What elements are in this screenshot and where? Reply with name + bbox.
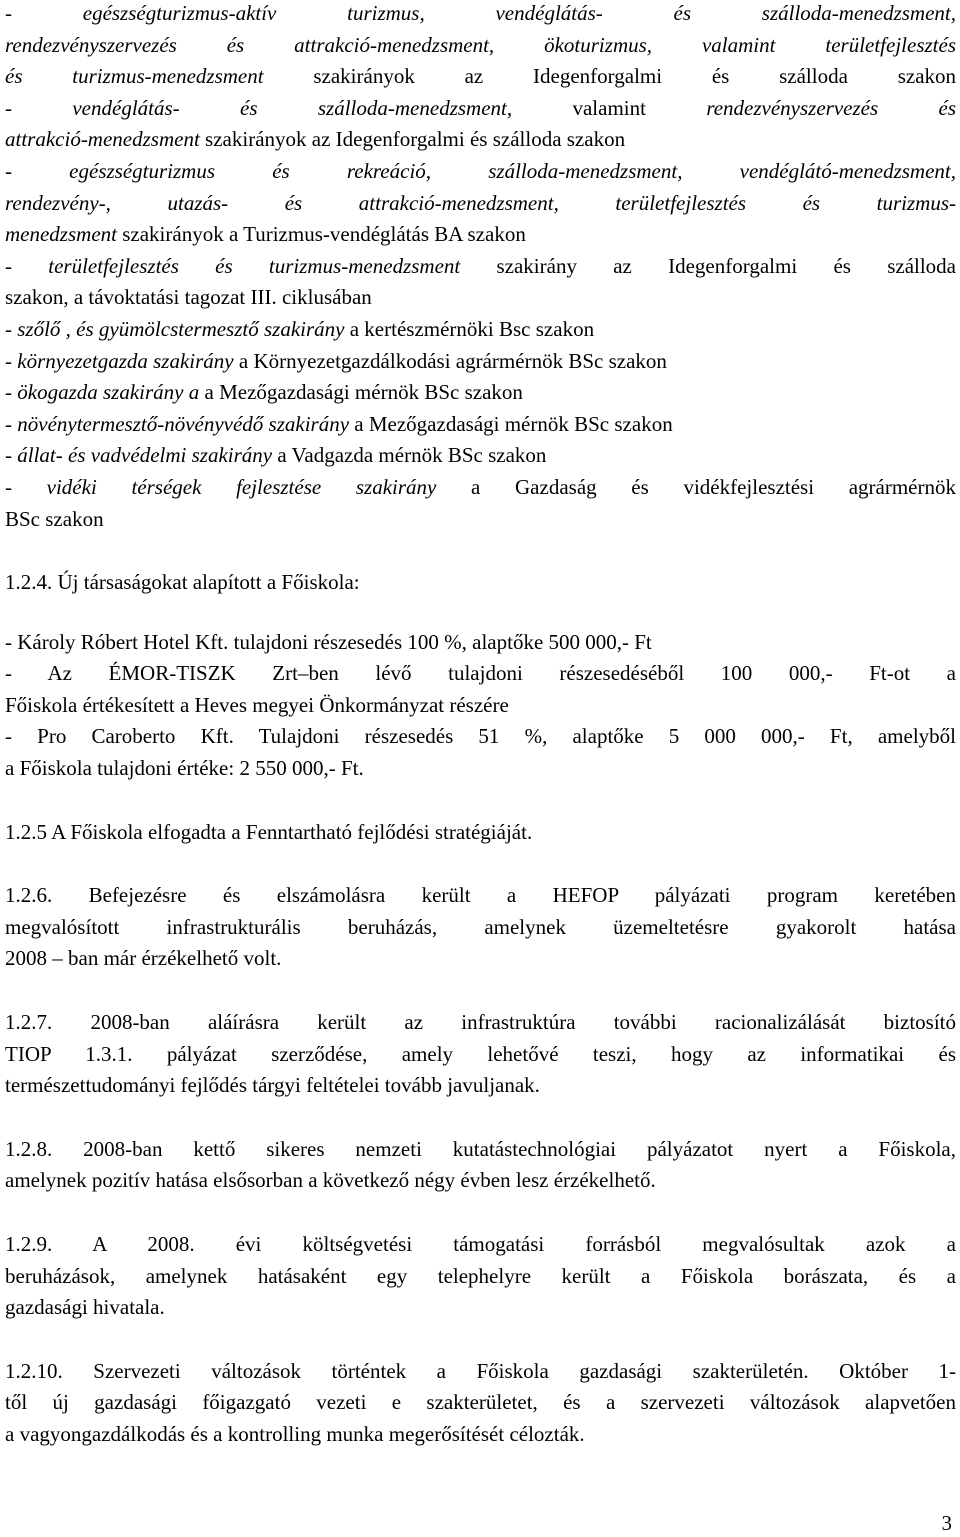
text-line xyxy=(5,409,956,441)
text-line: 1.2.6. Befejezésre és elszámolásra került a HEFOP pályázati program keretében xyxy=(5,883,956,908)
plain-text: - xyxy=(5,253,49,278)
italic-text: vidéki térségek fejlesztése szakirány xyxy=(46,474,437,499)
plain-text: BSc szakon xyxy=(5,506,104,531)
plain-text: szakon, a távoktatási tagozat III. ciklusában xyxy=(5,285,372,310)
plain-text: a kertészmérnöki Bsc szakon xyxy=(344,316,595,341)
text-line: 1.2.9. A 2008. évi költségvetési támogatási forrásból megvalósultak azok a xyxy=(5,1232,956,1256)
text-line xyxy=(5,156,956,188)
text-line xyxy=(5,346,956,378)
italic-text: környezetgazda szakirány xyxy=(17,348,234,373)
plain-text: - xyxy=(5,474,47,499)
text-line xyxy=(5,0,956,30)
specialization-list xyxy=(5,0,956,535)
section-1-2-8 xyxy=(5,1134,956,1197)
section-heading: 1.2.4. Új társaságokat alapított a Főiskola: xyxy=(5,570,360,595)
text-line: 2008 – ban már érzékelhető volt. xyxy=(5,946,282,971)
text-line xyxy=(5,93,956,125)
text-line: 1.2.7. 2008-ban aláírásra került az infrastruktúra további racionalizálását biztosító xyxy=(5,1010,956,1035)
plain-text: szakirányok az Idegenforgalmi és szálloda szakon xyxy=(199,127,626,152)
text-line: természettudományi fejlődés tárgyi feltételei tovább javuljanak. xyxy=(5,1073,540,1098)
italic-text: - vendéglátás- és szálloda-menedzsment, xyxy=(5,95,513,120)
italic-text: és turizmus-menedzsment xyxy=(5,64,264,89)
text-line: - Pro Caroberto Kft. Tulajdoni részesedés 51 %, alaptőke 5 000 000,- Ft, amelyből xyxy=(5,724,956,749)
text-line xyxy=(5,219,956,251)
section-1-2-9 xyxy=(5,1229,956,1324)
plain-text: a Mezőgazdasági mérnök BSc szakon xyxy=(199,380,523,405)
text-line: 1.2.8. 2008-ban kettő sikeres nemzeti kutatástechnológiai pályázatot nyert a Főiskola, xyxy=(5,1136,956,1161)
section-1-2-5 xyxy=(5,817,956,849)
plain-text: - xyxy=(5,380,18,405)
italic-text: növénytermesztő-növényvédő szakirány xyxy=(17,411,350,436)
page-number: 3 xyxy=(941,1511,952,1535)
text-line: beruházások, amelynek hatásaként egy telephelyre került a Főiskola borászata, és a xyxy=(5,1263,956,1288)
italic-text: rendezvényszervezés és attrakció-menedzsment, ökoturizmus, valamint területfejlesztés xyxy=(5,32,956,57)
text-line: - Károly Róbert Hotel Kft. tulajdoni részesedés 100 %, alaptőke 500 000,- Ft xyxy=(5,629,652,654)
plain-text: szakirány az Idegenforgalmi és szálloda xyxy=(460,253,956,278)
plain-text: szakirányok a Turizmus-vendéglátás BA szakon xyxy=(116,222,526,247)
plain-text: a Környezetgazdálkodási agrármérnök BSc szakon xyxy=(233,348,667,373)
text-line xyxy=(5,314,956,346)
text-line: - Az ÉMOR-TISZK Zrt–ben lévő tulajdoni részesedéséből 100 000,- Ft-ot a xyxy=(5,661,956,686)
text-line xyxy=(5,30,956,62)
italic-text: szőlő , és gyümölcstermesztő szakirány xyxy=(17,316,345,341)
text-line: amelynek pozitív hatása elsősorban a következő négy évben lesz érzékelhető. xyxy=(5,1168,656,1193)
italic-text: állat- és vadvédelmi szakirány xyxy=(17,443,273,468)
text-line: Főiskola értékesített a Heves megyei Önkormányzat részére xyxy=(5,692,509,717)
text-line xyxy=(5,440,956,472)
text-line xyxy=(5,124,956,156)
text-line: 1.2.5 A Főiskola elfogadta a Fenntartható fejlődési stratégiáját. xyxy=(5,819,533,844)
text-line: TIOP 1.3.1. pályázat szerződése, amely lehetővé teszi, hogy az informatikai és xyxy=(5,1041,956,1066)
plain-text: a Mezőgazdasági mérnök BSc szakon xyxy=(349,411,673,436)
text-line xyxy=(5,472,956,504)
text-line xyxy=(5,504,956,536)
italic-text: - egészségturizmus és rekreáció, szálloda-menedzsment, vendéglátó-menedzsment, xyxy=(5,158,956,183)
section-1-2-7 xyxy=(5,1007,956,1102)
italic-text: területfejlesztés és turizmus-menedzsment xyxy=(48,253,461,278)
section-1-2-10 xyxy=(5,1356,956,1451)
plain-text: - xyxy=(5,348,18,373)
italic-text: menedzsment xyxy=(5,222,117,247)
text-line: a Főiskola tulajdoni értéke: 2 550 000,- Ft. xyxy=(5,756,364,781)
plain-text: - xyxy=(5,443,18,468)
plain-text: a Gazdaság és vidékfejlesztési agrármérnök xyxy=(436,474,956,499)
plain-text: - xyxy=(5,411,18,436)
plain-text: a Vadgazda mérnök BSc szakon xyxy=(272,443,547,468)
text-line xyxy=(5,377,956,409)
text-line xyxy=(5,61,956,93)
italic-text: ökogazda szakirány a xyxy=(17,380,200,405)
italic-text: rendezvényszervezés és xyxy=(706,95,957,120)
italic-text: attrakció-menedzsment xyxy=(5,127,200,152)
plain-text: szakirányok az Idegenforgalmi és szálloda szakon xyxy=(263,64,957,89)
text-line xyxy=(5,188,956,220)
section-1-2-4 xyxy=(5,567,956,785)
text-line: a vagyongazdálkodás és a kontrolling munka megerősítését célozták. xyxy=(5,1421,585,1446)
plain-text: valamint xyxy=(512,95,707,120)
text-line: től új gazdasági főigazgató vezeti e szakterületet, és a szervezeti változások alapvetően xyxy=(5,1390,956,1415)
italic-text: rendezvény-, utazás- és attrakció-menedzsment, területfejlesztés és turizmus- xyxy=(5,190,956,215)
text-line: gazdasági hivatala. xyxy=(5,1295,165,1320)
text-line: 1.2.10. Szervezeti változások történtek a Főiskola gazdasági szakterületén. Október 1- xyxy=(5,1358,956,1383)
text-line xyxy=(5,282,956,314)
plain-text: - xyxy=(5,316,18,341)
section-1-2-6 xyxy=(5,880,956,975)
italic-text: - egészségturizmus-aktív turizmus, vendéglátás- és szálloda-menedzsment, xyxy=(5,1,956,25)
text-line xyxy=(5,251,956,283)
document-page xyxy=(5,0,956,1451)
text-line: megvalósított infrastrukturális beruházás, amelynek üzemeltetésre gyakorolt hatása xyxy=(5,914,956,939)
